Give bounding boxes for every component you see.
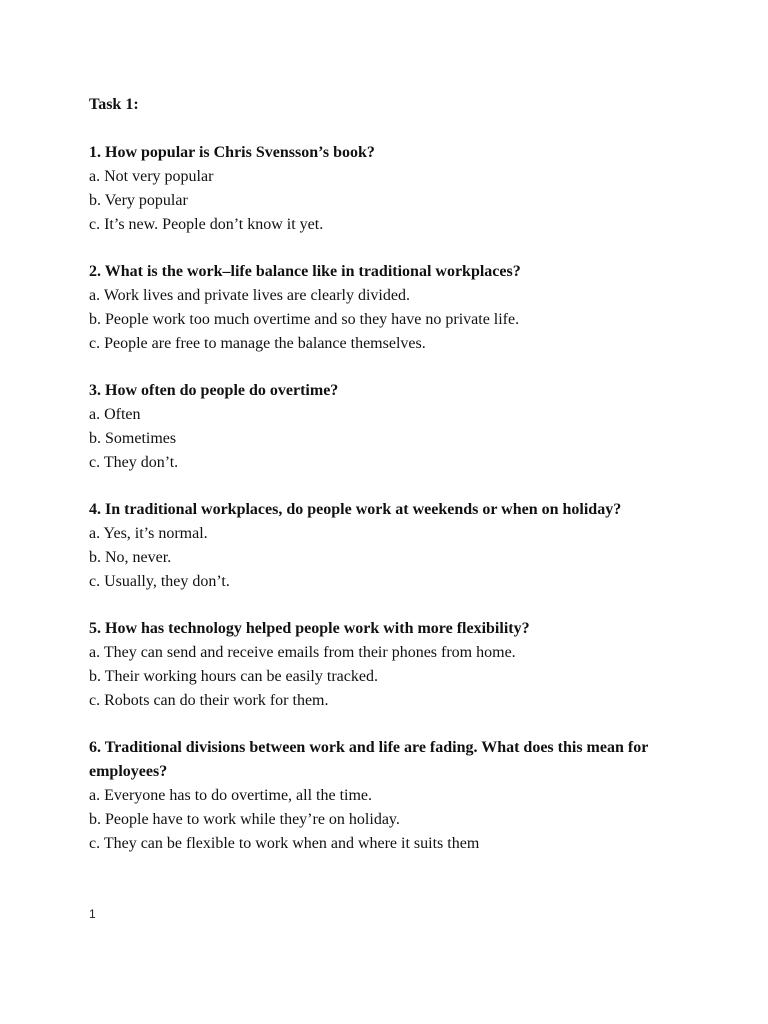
question-3 [89, 379, 729, 475]
question-text: 5. How has technology helped people work with more flexibility? [89, 620, 530, 637]
task-title: Task 1: [89, 96, 139, 113]
question-4 [89, 498, 729, 594]
question-text: 1. How popular is Chris Svensson’s book? [89, 144, 375, 161]
answer-options [89, 165, 729, 237]
answer-option: a. Everyone has to do overtime, all the time. [89, 787, 373, 804]
question-text: 3. How often do people do overtime? [89, 382, 339, 399]
answer-options [89, 403, 729, 475]
answer-option: c. They can be flexible to work when and where it suits them [89, 835, 480, 852]
answer-option: a. Yes, it’s normal. [89, 525, 208, 542]
answer-options [89, 284, 729, 356]
answer-option: a. Not very popular [89, 168, 214, 185]
question-6 [89, 736, 729, 856]
answer-option: a. Often [89, 406, 141, 423]
answer-option: c. People are free to manage the balance themselves. [89, 335, 426, 352]
answer-option: c. Robots can do their work for them. [89, 692, 329, 709]
answer-option: a. Work lives and private lives are clearly divided. [89, 287, 410, 304]
answer-option: b. No, never. [89, 549, 172, 566]
answer-options [89, 522, 729, 594]
answer-option: b. People work too much overtime and so they have no private life. [89, 311, 520, 328]
question-text: 4. In traditional workplaces, do people work at weekends or when on holiday? [89, 501, 622, 518]
answer-option: c. They don’t. [89, 454, 179, 471]
question-5 [89, 617, 729, 713]
question-text: 2. What is the work–life balance like in traditional workplaces? [89, 263, 521, 280]
page-number: 1 [89, 907, 96, 921]
answer-option: b. Their working hours can be easily tracked. [89, 668, 378, 685]
answer-option: b. Very popular [89, 192, 188, 209]
answer-options [89, 641, 729, 713]
answer-option: a. They can send and receive emails from their phones from home. [89, 644, 516, 661]
document-page [89, 93, 729, 879]
question-1 [89, 141, 729, 237]
answer-option: b. People have to work while they’re on holiday. [89, 811, 400, 828]
answer-options [89, 784, 729, 856]
question-text: 6. Traditional divisions between work and life are fading. What does this mean for employees? [89, 739, 649, 780]
answer-option: c. It’s new. People don’t know it yet. [89, 216, 324, 233]
answer-option: b. Sometimes [89, 430, 177, 447]
question-2 [89, 260, 729, 356]
answer-option: c. Usually, they don’t. [89, 573, 230, 590]
